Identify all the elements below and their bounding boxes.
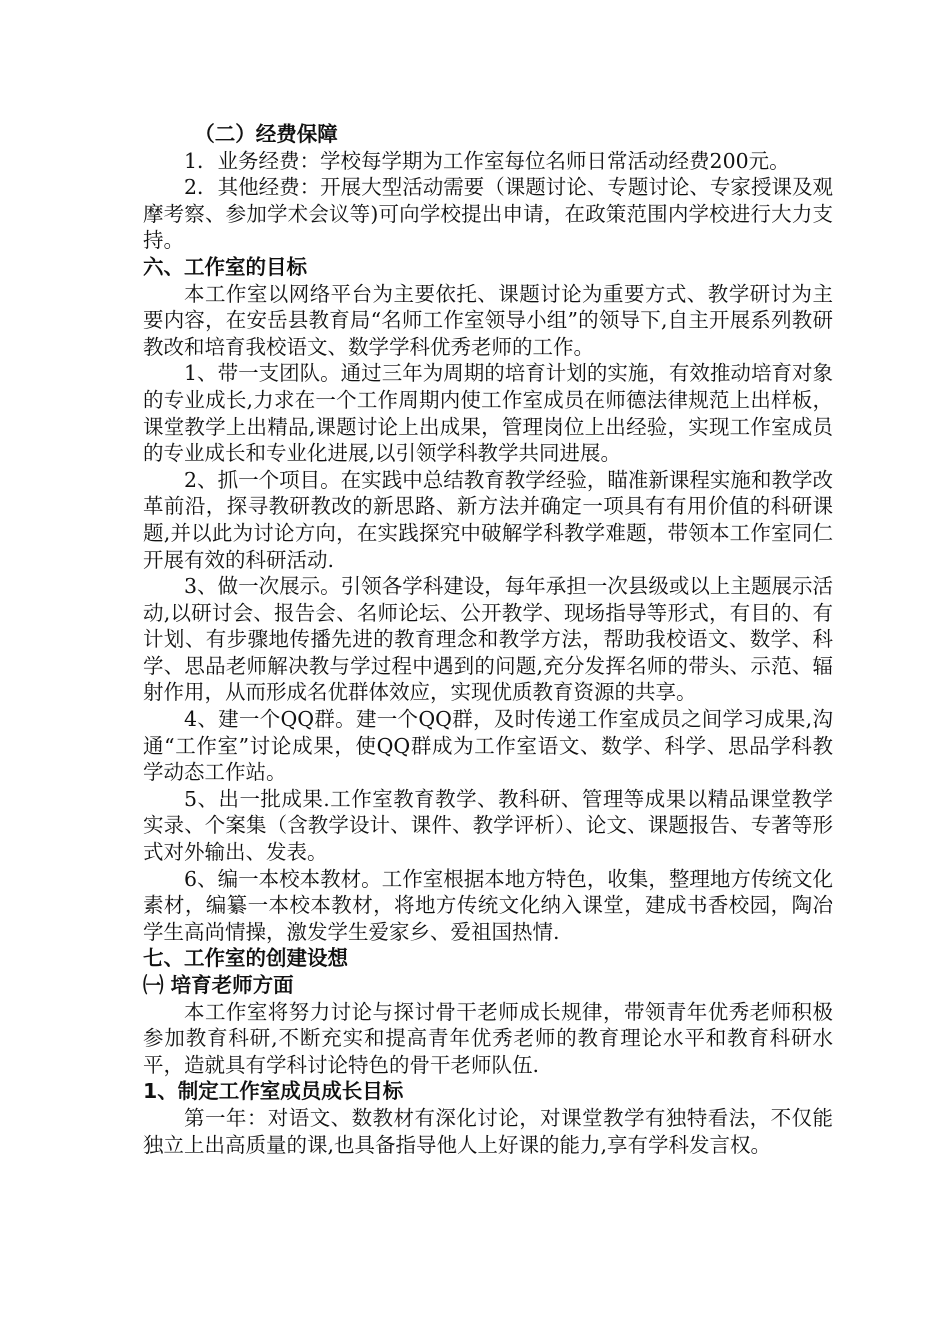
paragraph-goals-intro: 本工作室以网络平台为主要依托、课题讨论为重要方式、教学研讨为主要内容，在安岳县教育局“名师工作室领导小组”的领导下,自主开展系列教研教改和培育我校语文、数学学科优秀老师的工作。 (143, 281, 833, 359)
subsection-heading-teacher-training: ㈠ 培育老师方面 (143, 973, 294, 997)
paragraph-teacher-training: 本工作室将努力讨论与探讨骨干老师成长规律，带领青年优秀老师积极参加教育科研,不断充实和提高青年优秀老师的教育理论水平和教育科研水平，造就具有学科讨论特色的骨干老师队伍. (143, 999, 833, 1077)
paragraph-goal-team: 1、带一支团队。通过三年为周期的培育计划的实施，有效推动培育对象的专业成长,力求在一个工作周期内使工作室成员在师德法律规范上出样板，课堂教学上出精品,课题讨论上出成果，管理岗位上出经验，实现工作室成员的专业成长和专业化进展,以引领学科教学共同进展。 (143, 361, 833, 466)
document-body (143, 121, 833, 1158)
section-heading-funding: （二）经费保障 (194, 122, 338, 146)
paragraph-other-funding: 2．其他经费：开展大型活动需要（课题讨论、专题讨论、专家授课及观摩考察、参加学术会议等)可向学校提出申请，在政策范围内学校进行大力支持。 (143, 175, 833, 253)
paragraph-first-year-target: 第一年：对语文、数教材有深化讨论，对课堂教学有独特看法，不仅能独立上出高质量的课,也具备指导他人上好课的能力,享有学科发言权。 (143, 1105, 833, 1157)
section-heading-plan: 七、工作室的创建设想 (143, 946, 348, 971)
paragraph-goal-textbook: 6、编一本校本教材。工作室根据本地方特色，收集，整理地方传统文化素材，编纂一本校本教材，将地方传统文化纳入课堂，建成书香校园，陶冶学生高尚情操，激发学生爱家乡、爱祖国热情. (143, 866, 833, 944)
paragraph-business-funding: 1．业务经费：学校每学期为工作室每位名师日常活动经费200元。 (184, 148, 790, 173)
paragraph-goal-qq-group: 4、建一个QQ群。建一个QQ群，及时传递工作室成员之间学习成果,沟通“工作室”讨论成果，使QQ群成为工作室语文、数学、科学、思品学科教学动态工作站。 (143, 707, 833, 785)
section-heading-goals: 六、工作室的目标 (143, 254, 307, 279)
paragraph-goal-results: 5、出一批成果.工作室教育教学、教科研、管理等成果以精品课堂教学实录、个案集（含教学设计、课件、教学评析）、论文、课题报告、专著等形式对外输出、发表。 (143, 786, 833, 865)
paragraph-goal-project: 2、抓一个项目。在实践中总结教育教学经验，瞄准新课程实施和教学改革前沿，探寻教研教改的新思路、新方法并确定一项具有有用价值的科研课题,并以此为讨论方向，在实践探究中破解学科教学难题，带领本工作室同仁开展有效的科研活动. (143, 467, 833, 572)
paragraph-goal-showcase: 3、做一次展示。引领各学科建设，每年承担一次县级或以上主题展示活动,以研讨会、报告会、名师论坛、公开教学、现场指导等形式，有目的、有计划、有步骤地传播先进的教育理念和教学方法，帮助我校语文、数学、科学、思品老师解决教与学过程中遇到的问题,充分发挥名师的带头、示范、辐射作用，从而形成名优群体效应，实现优质教育资源的共享。 (143, 574, 833, 705)
subsection-heading-growth-targets: 1、制定工作室成员成长目标 (143, 1079, 404, 1104)
